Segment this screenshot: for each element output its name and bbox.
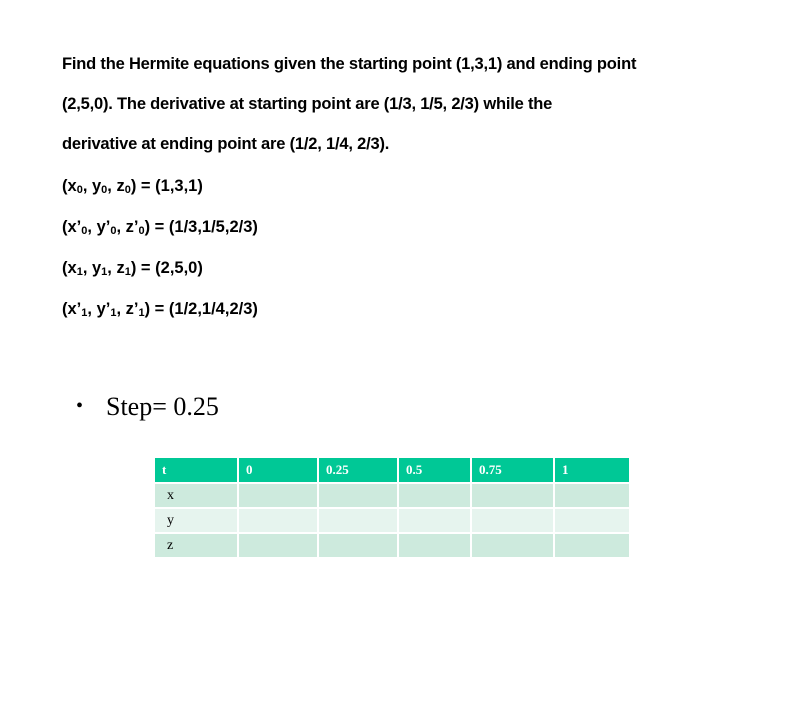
header-cell-0-25: 0.25 bbox=[318, 457, 398, 483]
problem-statement bbox=[62, 44, 712, 164]
table-cell bbox=[471, 508, 554, 533]
table-cell bbox=[238, 533, 318, 558]
header-cell-t: t bbox=[154, 457, 238, 483]
row-label-z: z bbox=[154, 533, 238, 558]
end-derivative-line: ($x’_1$, $y’_1$, $z’_1) = (1/2,1/4,2/3)$ bbox=[62, 300, 258, 319]
start-derivative-line: ($x’_0$, $y’_0$, $z’_0) = (1/3,1/5,2/3)$ bbox=[62, 218, 258, 237]
header-cell-0-75: 0.75 bbox=[471, 457, 554, 483]
table-cell bbox=[398, 483, 471, 508]
header-cell-0: 0 bbox=[238, 457, 318, 483]
end-derivative-value: (1/2,1/4,2/3) bbox=[168, 300, 258, 318]
table-cell bbox=[554, 483, 630, 508]
header-cell-0-5: 0.5 bbox=[398, 457, 471, 483]
table-cell bbox=[471, 533, 554, 558]
bullet-icon: • bbox=[76, 395, 84, 417]
given-values bbox=[62, 171, 258, 335]
table-cell bbox=[398, 508, 471, 533]
step-text: Step= 0.25 bbox=[106, 392, 219, 421]
start-point-line: ($x_0$, $y_0$, $z_0) = (1,3,1)$ bbox=[62, 177, 203, 196]
table-cell bbox=[554, 533, 630, 558]
hermite-value-table bbox=[153, 456, 631, 559]
table-row bbox=[154, 533, 630, 558]
table-cell bbox=[238, 508, 318, 533]
table-header-row bbox=[154, 457, 630, 483]
table-row bbox=[154, 483, 630, 508]
problem-line-3: derivative at ending point are (1/2, 1/4, 2/3). bbox=[62, 135, 390, 153]
table-row bbox=[154, 508, 630, 533]
start-derivative-value: (1/3,1/5,2/3) bbox=[168, 218, 258, 236]
table-cell bbox=[471, 483, 554, 508]
step-bullet-item bbox=[76, 386, 219, 427]
start-point-value: (1,3,1) bbox=[155, 177, 203, 195]
table-cell bbox=[554, 508, 630, 533]
problem-line-1: Find the Hermite equations given the starting point (1,3,1) and ending point bbox=[62, 55, 637, 73]
table-cell bbox=[238, 483, 318, 508]
row-label-y: y bbox=[154, 508, 238, 533]
table-cell bbox=[318, 508, 398, 533]
header-cell-1: 1 bbox=[554, 457, 630, 483]
end-point-value: (2,5,0) bbox=[155, 259, 203, 277]
problem-line-2: (2,5,0). The derivative at starting point are (1/3, 1/5, 2/3) while the bbox=[62, 95, 553, 113]
end-point-line: ($x_1$, $y_1$, $z_1) = (2,5,0)$ bbox=[62, 259, 203, 278]
row-label-x: x bbox=[154, 483, 238, 508]
table-cell bbox=[398, 533, 471, 558]
table-cell bbox=[318, 483, 398, 508]
table-cell bbox=[318, 533, 398, 558]
